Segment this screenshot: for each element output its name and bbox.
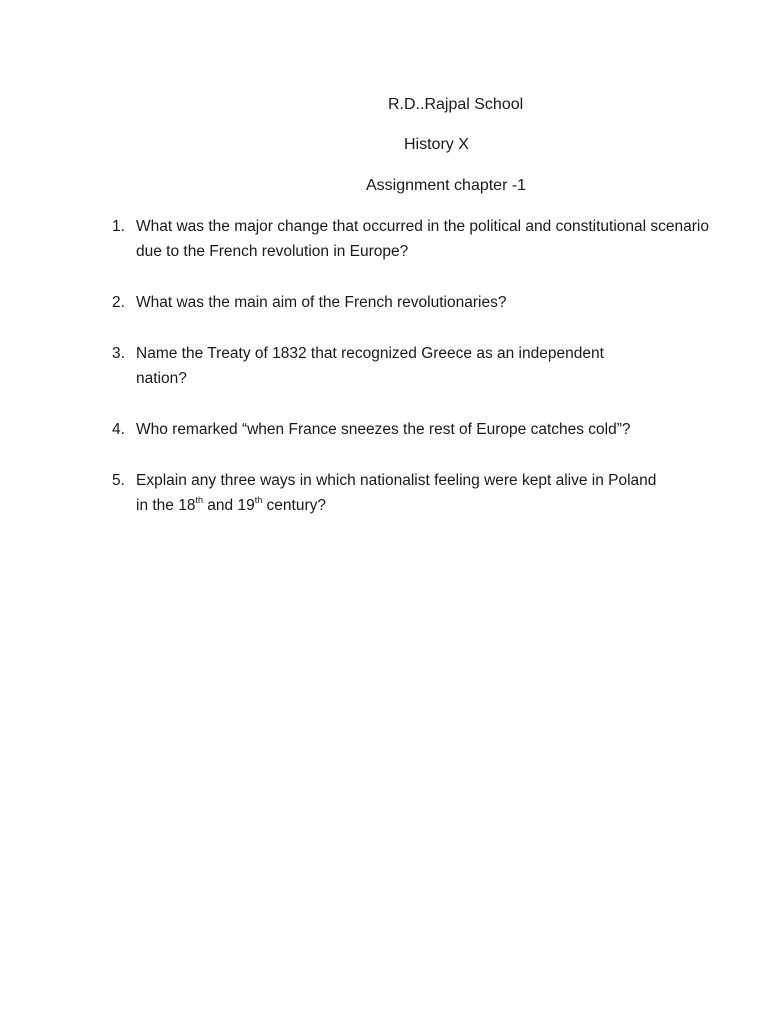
question-number: 3.	[112, 345, 125, 362]
question-text: What was the main aim of the French revolutionaries?	[136, 294, 507, 311]
question-text-line-1: Name the Treaty of 1832 that recognized Greece as an independent	[136, 345, 604, 362]
text-part: in the 18	[136, 497, 196, 514]
superscript-ordinal: th	[254, 495, 263, 505]
superscript-ordinal: th	[195, 495, 203, 505]
question-text-line-2	[136, 493, 712, 518]
question-1	[112, 214, 712, 264]
question-number: 2.	[112, 294, 125, 311]
school-name: R.D..Rajpal School	[388, 96, 524, 113]
question-number: 4.	[112, 421, 125, 438]
subject-title: History X	[404, 136, 469, 153]
question-number: 5.	[112, 472, 125, 489]
assignment-title: Assignment chapter -1	[366, 177, 527, 194]
question-2	[112, 290, 712, 315]
question-list	[112, 214, 712, 544]
question-text-line-2: nation?	[136, 370, 187, 387]
text-part: century?	[262, 497, 326, 514]
question-text-line-1: Explain any three ways in which nationalist feeling were kept alive in Poland	[136, 472, 657, 489]
question-5	[112, 468, 712, 518]
question-3	[112, 341, 712, 391]
question-number: 1.	[112, 218, 125, 235]
question-4	[112, 417, 712, 442]
text-part: and 19	[202, 497, 255, 514]
question-text: What was the major change that occurred in the political and constitutional scenario due to the French revolution in Europe?	[136, 218, 709, 260]
question-text: Who remarked “when France sneezes the rest of Europe catches cold”?	[136, 421, 631, 438]
